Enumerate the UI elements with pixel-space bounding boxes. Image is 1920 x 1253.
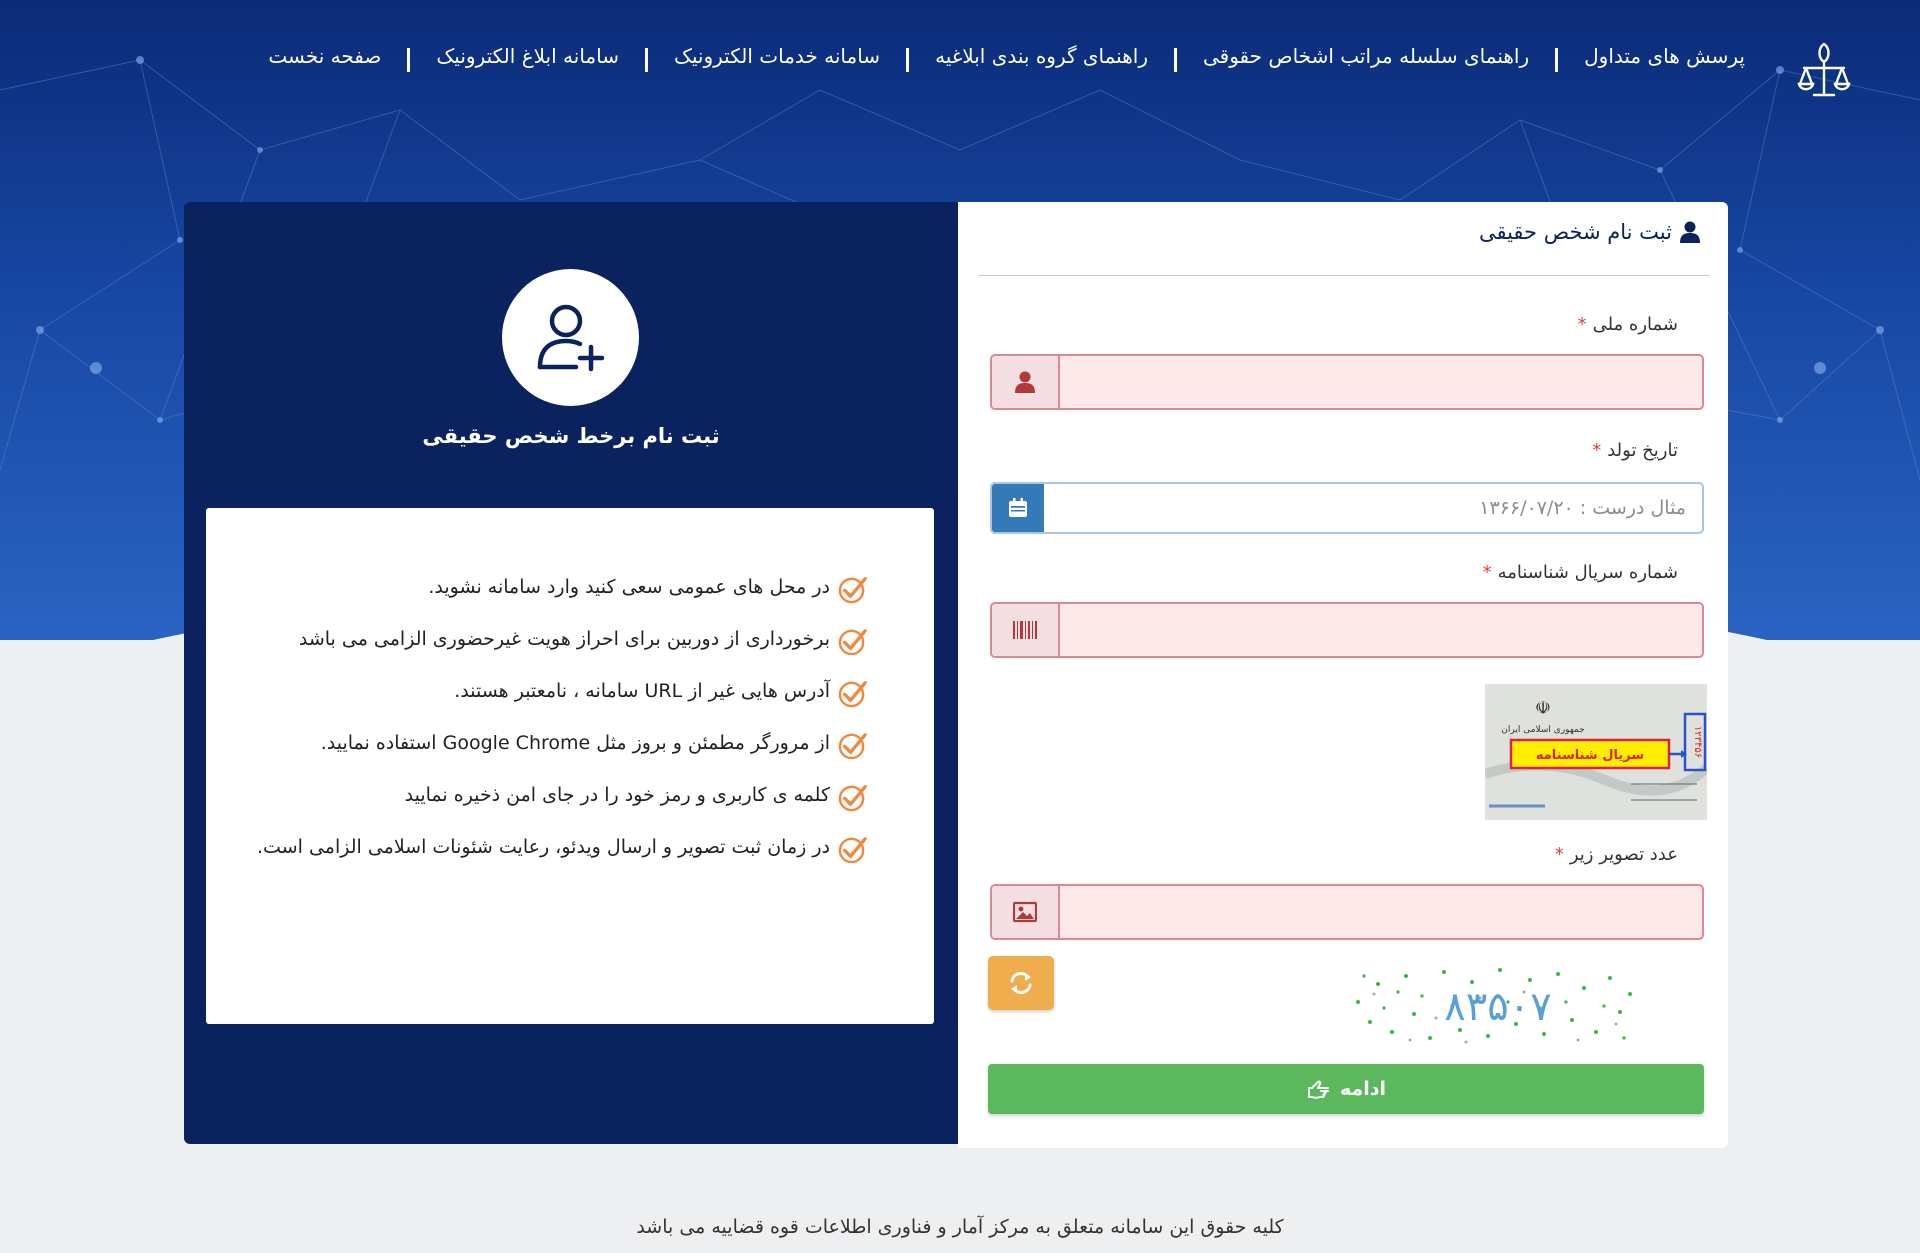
footer-copyright: کلیه حقوق این سامانه متعلق به مرکز آمار و فناوری اطلاعات قوه قضاییه می باشد [636,1216,1284,1238]
avatar-circle [502,269,639,406]
national-id-addon [992,356,1060,408]
top-nav [0,0,1920,125]
check-circle-icon [837,678,868,709]
refresh-icon [1008,970,1034,996]
tips-list [248,574,868,886]
nav-legal-hierarchy-guide[interactable]: راهنمای سلسله مراتب اشخاص حقوقی [1202,44,1530,68]
birth-date-group [990,482,1704,534]
image-icon [1013,901,1037,923]
form-title: ثبت نام شخص حقیقی [1478,220,1672,244]
serial-group [990,602,1704,658]
panel-title: ثبت نام برخط شخص حقیقی [422,424,720,448]
nav-separator [906,48,909,72]
national-id-label [1578,314,1678,335]
svg-text:☫: ☫ [1534,698,1552,719]
nav-notice-grouping-guide[interactable]: راهنمای گروه بندی ابلاغیه [935,44,1148,68]
list-item [248,782,868,808]
continue-label: ادامه [1339,1078,1387,1100]
calendar-icon [1007,497,1029,519]
serial-label-text: شماره سریال شناسنامه [1497,562,1678,583]
captcha-label [1555,844,1678,865]
national-id-label-text: شماره ملی [1592,314,1678,335]
captcha-image [1348,962,1638,1046]
tip-text: در زمان ثبت تصویر و ارسال ویدئو، رعایت شئونات اسلامی الزامی است. [257,836,830,858]
captcha-label-text: عدد تصویر زیر [1569,844,1678,865]
captcha-code-text: ۸۳۵۰۷ [1444,984,1552,1030]
list-item [248,834,868,860]
birth-date-label-text: تاریخ تولد [1607,440,1678,461]
tip-text: برخورداری از دوربین برای احراز هویت غیرحضوری الزامی می باشد [298,628,830,650]
tip-text: در محل های عمومی سعی کنید وارد سامانه نشوید. [428,576,830,598]
nav-separator [407,48,410,72]
id-card-example-image [1485,684,1707,820]
check-circle-icon [837,782,868,813]
barcode-icon [1012,619,1038,641]
list-item [248,730,868,756]
national-id-group [990,354,1704,410]
serial-label [1483,562,1678,583]
captcha-refresh-button[interactable] [988,956,1054,1010]
user-icon [1014,371,1036,393]
required-mark: * [1482,562,1492,583]
required-mark: * [1577,314,1587,335]
list-item [248,574,868,600]
divider [978,275,1710,276]
nav-separator [1555,48,1558,72]
info-panel [184,202,958,1144]
serial-input[interactable] [1060,604,1700,656]
tip-text: آدرس هایی غیر از URL سامانه ، نامعتبر هستند. [454,680,830,702]
nav-separator [645,48,648,72]
card-side-number: ۱۲۳۴۵۶ [1692,725,1703,759]
tip-text: کلمه ی کاربری و رمز خود را در جای امن ذخیره نمایید [404,784,830,806]
nav-separator [1174,48,1177,72]
id-card-illustration [1485,684,1707,820]
nav-e-services[interactable]: سامانه خدمات الکترونیک [673,44,881,68]
nav-home[interactable]: صفحه نخست [268,44,382,68]
nav-links [268,44,1745,68]
captcha-picture [1348,962,1638,1046]
nav-faq[interactable]: پرسش های متداول [1584,44,1745,68]
registration-form [958,202,1728,1148]
tips-box [206,508,934,1024]
scales-logo-icon[interactable] [1796,38,1852,100]
check-circle-icon [837,574,868,605]
birth-date-input[interactable] [1044,484,1702,532]
check-circle-icon [837,834,868,865]
user-icon [1680,221,1700,243]
list-item [248,626,868,652]
required-mark: * [1592,440,1602,461]
card-highlight-text: سریال شناسنامه [1535,748,1645,763]
list-item [248,678,868,704]
required-mark: * [1554,844,1564,865]
captcha-addon [992,886,1060,938]
nav-e-notice[interactable]: سامانه ابلاغ الکترونیک [436,44,619,68]
hand-point-icon [1306,1079,1330,1099]
birth-date-addon[interactable] [992,484,1044,532]
captcha-input[interactable] [1060,886,1700,938]
check-circle-icon [837,626,868,657]
form-header [1479,220,1700,244]
captcha-group [990,884,1704,940]
tip-text: از مرورگر مطمئن و بروز مثل Google Chrome استفاده نمایید. [320,732,830,754]
serial-addon [992,604,1060,656]
check-circle-icon [837,730,868,761]
continue-button[interactable] [988,1064,1704,1114]
national-id-input[interactable] [1060,356,1700,408]
birth-date-label [1592,440,1678,461]
user-plus-icon [536,301,606,373]
card-title-text: جمهوری اسلامی ایران [1501,725,1585,735]
